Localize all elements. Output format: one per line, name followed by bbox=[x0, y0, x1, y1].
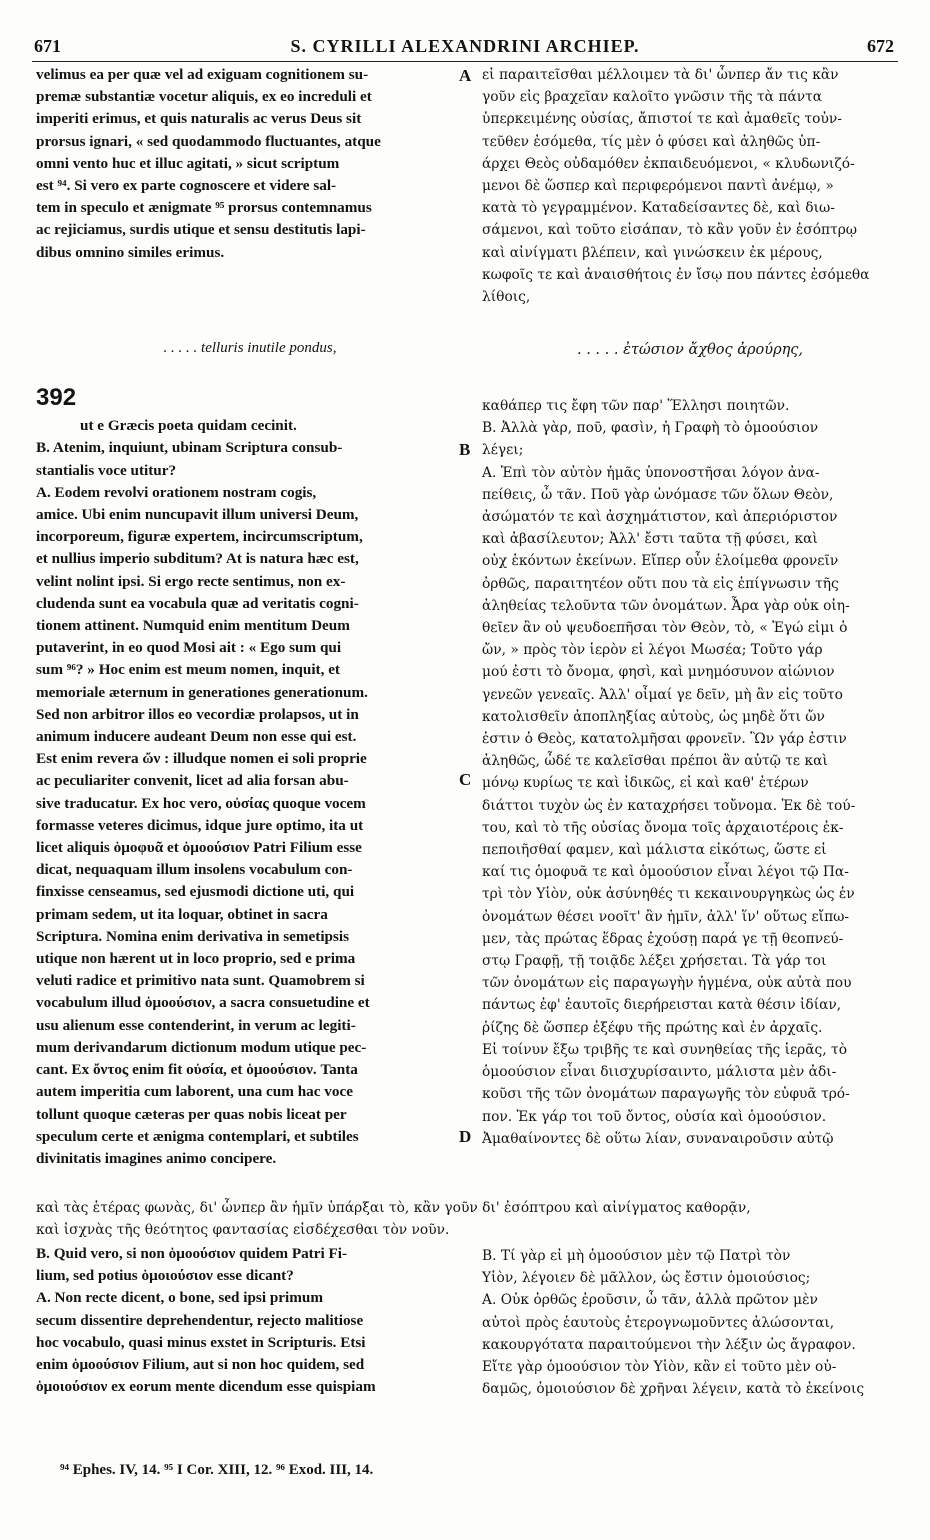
greek-full-width-lines: καὶ τὰς ἑτέρας φωνὰς, δι' ὧνπερ ἂν ἡμῖν ὑπάρξαι τὸ, κἂν γοῦν δι' ἐσόπτρου καὶ αἰνίγματος καθορᾷν, καὶ ἰσχνὰς τῆς θεότητος φαντασίας εἰσδέχεσθαι τὸν νοῦν. bbox=[36, 1200, 751, 1239]
greek-paragraph-2: καθάπερ τις ἔφη τῶν παρ' Ἕλλησι ποιητῶν. Β. Ἀλλὰ γὰρ, ποῦ, φασὶν, ἡ Γραφὴ τὸ ὁμοούσιον λέγει; Α. Ἐπὶ τὸν αὐτὸν ἡμᾶς ὑπονοστῆσαι λόγον ἀνα- πείθεις, ὦ τᾶν. Ποῦ γὰρ ὠνόμασε τῶν ὅλων Θεὸν, ἀσώματόν τε καὶ ἀσχημάτιστον, καὶ ἀπεριόριστον καὶ ἀβασίλευτον; Ἀλλ' ἔστι ταῦτα τῇ φύσει, καὶ οὐχ ἑκόντων ἐκείνων. Εἴπερ οὖν ἑλοίμεθα φρονεῖν ὀρθῶς, παραιτητέον οὔτι που τὰ εἰς ἐπίγνωσιν τῆς ἀληθείας τελοῦντα τῶν ὀνομάτων. Ἆρα γὰρ οὐκ οἰη- θεῖεν ἂν οὐ ψευδοεπῆσαι τὸν Θεὸν, τὸ, « Ἐγώ εἰμι ὁ ὤν, » πρὸς τὸν ἱερὸν εἰ λέγοι Μωσέα; Τοῦτο γάρ μού ἐστι τὸ ὄνομα, φησὶ, καὶ μνημόσυνον αἰώνιον γενεῶν γενεαῖς. Ἀλλ' οἶμαί γε δεῖν, μὴ ἂν εἰς τοῦτο κατολισθεῖν ἀποπληξίας αὐτοὺς, ὡς μηδὲ ὅτι ὤν ἐστιν ὁ Θεὸς, κατατολμῆσαι φρονεῖν. Ὢν γάρ ἐστιν ἀληθῶς, ὧδέ τε καλεῖσθαι πρέποι ἂν αὐτῷ τε καὶ μόνῳ κυρίως τε καὶ ἰδικῶς, εἰ καὶ καθ' ἑτέρων διάττοι τυχὸν ὡς ἐν καταχρήσει τοὔνομα. Ἐκ δὲ τού- του, καὶ τὸ τῆς οὐσίας ὄνομα τοῖς ἀρχαιοτέροις ἐκ- πεποιῆσθαί φαμεν, καὶ μάλιστα εἰκότως, ὥστε εἰ καί τις ὁμοφυᾶ τε καὶ ὁμοούσιον εἶναι λέγοι τῷ Πα- τρὶ τὸν Υἱὸν, οὐκ ἀσύνηθές τι κεκαινουργηκὼς ὡς ἐν ὀνομάτων θέσει νοοῖτ' ἂν ἡμῖν, ἀλλ' ἵν' οὕτως εἴπω- μεν, τὰς πρώτας ἕδρας ἐχούσῃ παρά γε τῇ θεοπνεύ- στῳ Γραφῇ, τῇ τοιᾷδε λέξει χρήσεται. Τὰ γάρ τοι τῶν ὀνομάτων εἰς παραγωγὴν ἡγμένα, οὐκ αὐτὰ που πάντως ἐφ' ἑαυτοῖς διερήρεισται κατὰ θέσιν ἰδίαν, ῥίζης δὲ ὥσπερ ἐξέφυ τῆς πρώτης καὶ ἐν ἀρχαῖς. Εἰ τοίνυν ἔξω τριβῆς τε καὶ συνηθείας τῆς ἱερᾶς, τὸ ὁμοούσιον εἶναι διισχυρίσαιντο, μάλιστα μὲν ἀδι- κοῦσι τῆς τῶν ὀνομάτων παραγωγῆς τὸν εὐφυᾶ τρό- πον. Ἐκ γάρ τοι τοῦ ὄντος, οὐσία καὶ ὁμοούσιον. Ἀμαθαίνοντες δὲ οὕτω λίαν, συναναιροῦσιν αὐτῷ bbox=[482, 398, 856, 1147]
latin-paragraph-3: B. Quid vero, si non ὁμοούσιον quidem Patri Fi- lium, sed potius ὁμοιούσιον esse dicant? A. Non recte dicent, o bone, sed ipsi primum secum dissentire deprehendentur, rejecto malitiose hoc vocabulo, quasi minus exstet in Scripturis. Etsi enim ὁμοούσιον Filium, aut si non hoc quidem, sed ὁμοιούσιον ex eorum mente dicendum esse quispiam bbox=[36, 1245, 376, 1396]
greek-paragraph-3: Β. Τί γὰρ εἰ μὴ ὁμοούσιον μὲν τῷ Πατρὶ τὸν Υἱὸν, λέγοιεν δὲ μᾶλλον, ὡς ἔστιν ὁμοιούσιος; Α. Οὐκ ὀρθῶς ἐροῦσιν, ὦ τᾶν, ἀλλὰ πρῶτον μὲν αὐτοὶ πρὸς ἑαυτοὺς ἑτερογνωμοῦντες ἁλώσονται, κακουργότατα παραιτούμενοι τὴν λέξιν ὡς ἄγραφον. Εἴτε γὰρ ὁμοούσιον τὸν Υἱὸν, κἂν εἰ τοῦτο μὲν οὐ- δαμῶς, ὁμοιούσιον δὲ χρῆναι λέγειν, κατὰ τὸ ἐκείνοις bbox=[482, 1248, 865, 1398]
margin-letter-b: B bbox=[459, 440, 471, 459]
page-number-left: 671 bbox=[34, 36, 61, 56]
margin-letter-d: D bbox=[459, 1127, 472, 1146]
footnotes: ⁹⁴ Ephes. IV, 14. ⁹⁵ I Cor. XIII, 12. ⁹⁶ Exod. III, 14. bbox=[60, 1462, 374, 1478]
column-number: 392 bbox=[36, 384, 77, 411]
page-number-right: 672 bbox=[867, 36, 894, 56]
header-rule bbox=[32, 61, 898, 62]
greek-verse-quote: . . . . . ἐτώσιον ἄχθος ἀρούρης, bbox=[576, 342, 804, 358]
latin-paragraph-2 bbox=[36, 393, 456, 1170]
latin-paragraph-2-text: ut e Græcis poeta quidam cecinit. B. Atenim, inquiunt, ubinam Scriptura consub- stantialis voce utitur? A. Eodem revolvi orationem nostram cogis, amice. Ubi enim nuncupavit illum universi Deum, incorporeum, figuræ expertem, incircumscriptum, et nullius imperio subditum? At is natura hæc est, velint nolint ipsi. Si ergo recte sentimus, non ex- cludenda sunt ea vocabula quæ ad veritatis cogni- tionem attinent. Numquid enim mentitum Deum putaverint, in eo quod Mosi ait : « Ego sum qui sum ⁹⁶? » Hoc enim est meum nomen, inquit, et memoriale æternum in generationes generationum. Sed non arbitror illos eo vecordiæ prolapsos, ut in animum inducere audeant Deum non esse qui est. Est enim revera ὤν : illudque nomen ei soli proprie ac peculiariter convenit, licet ad alia forsan abu- sive traducatur. Ex hoc vero, οὐσίας quoque vocem formasse veteres dicimus, idque jure optimo, ita ut licet aliquis ὁμοφυᾶ et ὁμοούσιον Patri Filium esse dicat, nequaquam illum insolens vocabulum con- finxisse censeamus, sed ejusmodi dictione uti, qui primam sedem, ut ita loquar, obtinet in sacra Scriptura. Nomina enim derivativa in semetipsis utique non hærent ut in loco proprio, sed e prima veluti radice et primitivo nata sunt. Quamobrem si vocabulum illud ὁμοούσιον, a sacra consuetudine et usu alienum esse contenderint, in verum ac legiti- mum derivandarum dictionum modum utique pec- cant. Ex ὄντος enim fit οὐσία, et ὁμοούσιον. Tanta autem imperitia cum laborent, una cum hac voce tollunt quoque cæteras per quas nobis liceat per speculum certe et ænigma contemplari, et subtiles divinitatis imagines animo concipere. bbox=[36, 417, 370, 1167]
latin-verse-quote: . . . . . telluris inutile pondus, bbox=[163, 340, 337, 356]
latin-paragraph-1: velimus ea per quæ vel ad exiguam cognitionem su- premæ substantiæ vocetur aliquis, ex eo increduli et imperiti erimus, et quis naturalis ac verus Deus sit prorsus ignari, « sed quodammodo fluctuantes, atque omni vento huc et illuc agitati, » sicut scriptum est ⁹⁴. Si vero ex parte cognoscere et videre sal- tem in speculo et ænigmate ⁹⁵ prorsus contemnamus ac rejiciamus, surdis utique et sensu destitutis lapi- dibus omnino similes erimus. bbox=[36, 66, 381, 261]
margin-letter-c: C bbox=[459, 770, 472, 789]
running-title: S. CYRILLI ALEXANDRINI ARCHIEP. bbox=[290, 36, 640, 56]
margin-letter-a: A bbox=[459, 66, 472, 85]
page-header bbox=[0, 36, 930, 58]
greek-paragraph-1: εἰ παραιτεῖσθαι μέλλοιμεν τὰ δι' ὧνπερ ἄν τις κἂν γοῦν εἰς βραχεῖαν καλοῖτο γνῶσιν τῆς τὰ πάντα ὑπερκειμένης οὐσίας, ἄπιστοί τε καὶ ἀμαθεῖς τοὐν- τεῦθεν ἐσόμεθα, τίς μὲν ὁ φύσει καὶ ἀληθῶς ὑπ- άρχει Θεὸς οὐδαμόθεν ἐκπαιδευόμενοι, « κλυδωνιζό- μενοι δὲ ὥσπερ καὶ περιφερόμενοι παντὶ ἀνέμῳ, » κατὰ τὸ γεγραμμένον. Καταδείσαντες δὲ, καὶ διω- σάμενοι, καὶ τοῦτο εἰσάπαν, τὸ κἂν γοῦν ἐν ἐσόπτρῳ καὶ αἰνίγματι βλέπειν, καὶ γινώσκειν ἐκ μέρους, κωφοῖς τε καὶ ἀναισθήτοις ἐν ἴσῳ που πάντες ἐσόμεθα λίθοις, bbox=[482, 67, 870, 306]
